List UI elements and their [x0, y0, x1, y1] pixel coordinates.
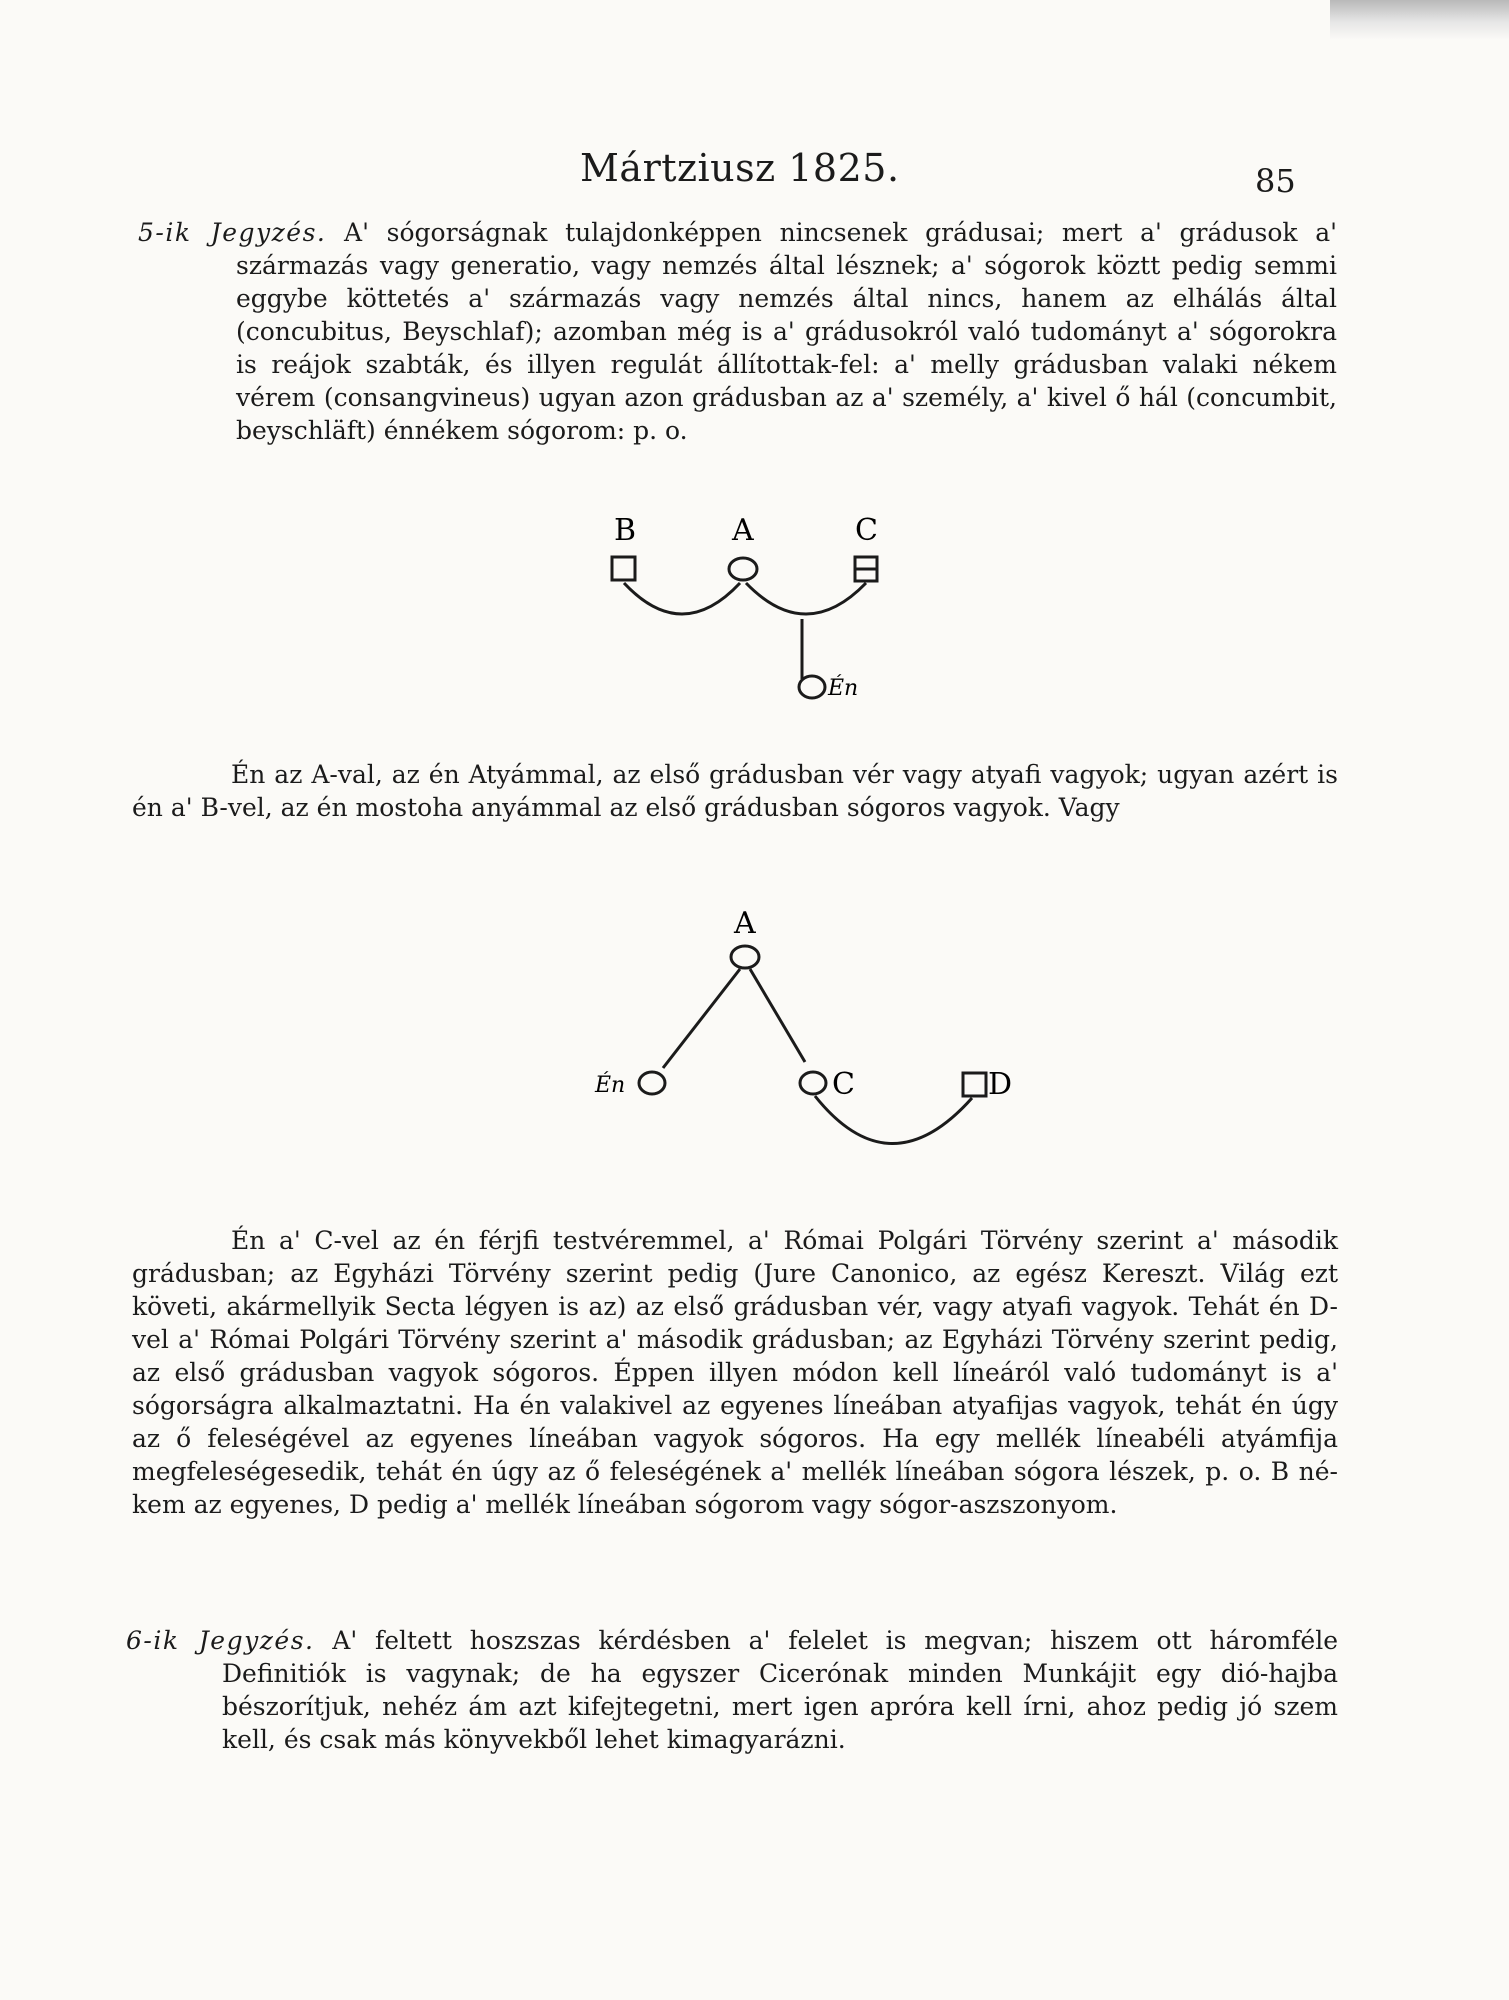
page-title: Mártziusz 1825. — [580, 146, 900, 190]
node-d-square — [963, 1073, 986, 1096]
label-a: A — [732, 513, 754, 548]
label-d: D — [988, 1067, 1013, 1102]
label-en: Én — [595, 1073, 626, 1098]
node-a-circle — [729, 558, 757, 580]
label-b: B — [614, 513, 637, 548]
node-b-square — [612, 557, 635, 580]
descent-line-c — [750, 969, 805, 1062]
note-6-text: A' feltett hoszszas kérdésben a' felelet is megvan; hiszem ott háromféle Definitiók is vagynak; de ha egyszer Cicerónak minden Munkájit egy dió-hajba bészorítjuk, nehéz ám azt kifejtegetni, mert igen apróra kell írni, ahoz pedig jó szem kell, és csak más könyvekből lehet kimagyarázni. — [222, 1626, 1339, 1754]
descent-line-en — [663, 969, 740, 1068]
label-a: A — [734, 906, 756, 941]
marriage-arc-b-a — [624, 583, 740, 614]
node-a-circle — [731, 946, 759, 968]
marriage-arc-c-d — [815, 1096, 972, 1144]
kinship-diagram-1 — [590, 505, 910, 710]
page-number: 85 — [1255, 162, 1296, 200]
label-c: C — [832, 1067, 855, 1102]
note-5-text: A' sógorságnak tulajdonképpen nincsenek grádusai; mert a' grádusok a' származás vagy generatio, vagy nemzés által lésznek; a' sógorok köztt pedig semmi eggybe köttetés a' származás vagy nemzés által nincs, hanem az elhálás által (concubitus, Beyschlaf); azomban még is a' grádusokról való tudományt a' sógorokra is reájok szabták, és illyen regulát állítottak-fel: a' melly grádusban valaki nékem vérem (consangvineus) ugyan azon grádusban az a' személy, a' kivel ő hál (concumbit, beyschläft) énnékem sógorom: p. o. — [236, 218, 1337, 445]
note-6-label: 6-ik Jegyzés. — [126, 1626, 315, 1655]
node-en-circle — [799, 676, 825, 698]
paragraph-2: Én az A-val, az én Atyámmal, az első grádusban vér vagy atyafi vagyok; ugyan azért is én a' B-vel, az én mostoha anyámmal az első grádusban sógoros vagyok. Vagy — [132, 760, 1338, 822]
node-en-circle — [639, 1072, 665, 1094]
paragraph-3: Én a' C-vel az én férjfi testvéremmel, a' Római Polgári Törvény szerint a' második grádusban; az Egyházi Törvény szerint pedig (Jure Canonico, az egész Kereszt. Világ ezt követi, akármellyik Secta légyen is az) az első grádusban vér, vagy atyafi vagyok. Tehát én D-vel a' Római Polgári Törvény szerint a' második grádusban; az Egyházi Törvény szerint pedig, az első grádusban vagyok sógoros. Éppen illyen módon kell líneáról való tudományt is a' sógorságra alkalmaztatni. Ha én valakivel az egyenes líneában atyafijas vagyok, tehát én úgy az ő feleségével az egyenes líneában vagyok sógoros. Ha egy mellék líneabéli atyámfija megfeleségesedik, tehát én úgy az ő feleségének a' mellék líneában sógora lészek, p. o. B né-kem az egyenes, D pedig a' mellék líneában sógorom vagy sógor-aszszonyom. — [132, 1226, 1338, 1519]
note-6 — [126, 1624, 1338, 1756]
marriage-arc-a-c — [746, 583, 866, 614]
label-c: C — [855, 513, 878, 548]
scan-edge-shadow — [1330, 0, 1509, 40]
node-c-circle — [800, 1072, 826, 1094]
label-en: Én — [828, 676, 859, 701]
note-5 — [138, 216, 1337, 447]
note-5-label: 5-ik Jegyzés. — [138, 218, 327, 247]
kinship-diagram-2 — [590, 900, 1020, 1190]
